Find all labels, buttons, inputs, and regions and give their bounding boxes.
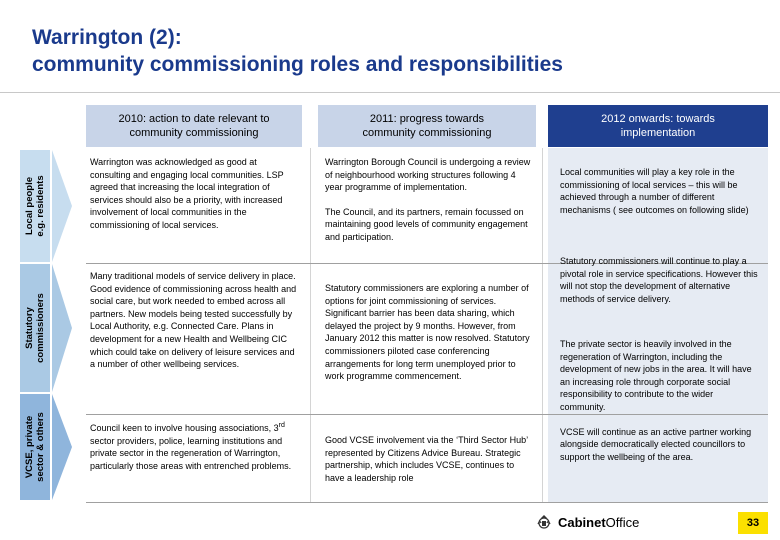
column-header-2011 [318, 105, 536, 147]
cell-local-2012-text: Local communities will play a key role in the commissioning of local services – this will be achieved through a number of different mechanisms ( see outcomes on following slide) [560, 167, 749, 215]
column-header-2011-line-2: community commissioning [362, 127, 492, 139]
column-header-2010-line-1: 2010: action to date relevant to [118, 113, 270, 125]
cell-local-2010 [90, 156, 298, 232]
title-divider [0, 92, 780, 93]
cell-local-2011-text-1: Warrington Borough Council is undergoing a review of neighbourhood working structures following 4 year programme of implementation. [325, 157, 531, 193]
row-label-vcse-line-1: VCSE, private [24, 415, 35, 479]
cell-statutory-2010 [90, 270, 298, 371]
cabinet-office-logo [536, 512, 639, 532]
page-title [32, 24, 732, 78]
column-divider-2 [542, 148, 543, 502]
column-header-2010 [86, 105, 302, 147]
row-divider-3 [86, 502, 768, 503]
cell-vcse-2010-text-a: Council keen to involve housing associations, 3 [90, 423, 279, 433]
crest-icon [536, 514, 552, 530]
column-header-2012-line-1: 2012 onwards: towards [601, 113, 715, 125]
cell-vcse-2011 [325, 434, 533, 484]
cell-statutory-2012 [560, 255, 760, 305]
cell-statutory-2011 [325, 282, 533, 383]
row-label-local-people-line-2: e.g. residents [35, 175, 46, 237]
cell-vcse-2010-text [90, 420, 298, 472]
row-label-local-people-line-1: Local people [24, 176, 35, 236]
page-number: 33 [738, 512, 768, 534]
row-arrow-2 [52, 264, 72, 392]
cell-vcse-2011-text: Good VCSE involvement via the ‘Third Sector Hub’ represented by Citizens Advice Bureau. Strategic partnership, which includes VCSE, continues to have a leadership role [325, 435, 528, 483]
row-label-statutory-line-2: commissioners [35, 293, 46, 363]
column-header-2012 [548, 105, 768, 147]
cell-vcse-2010-superscript: rd [278, 422, 285, 429]
logo-text-bold: Cabinet [558, 514, 606, 530]
cell-local-2012 [560, 166, 760, 216]
cell-vcse-2012-text-1: The private sector is heavily involved in the regeneration of Warrington, including the development of new jobs in the area. It will have an increasing role through corporate social responsibility to contribute to the wider community. [560, 339, 752, 412]
row-label-vcse [20, 394, 50, 500]
row-label-vcse-line-2: sector & others [35, 412, 46, 482]
row-label-local-people [20, 150, 50, 262]
row-arrow-1 [52, 150, 72, 262]
column-header-2012-line-2: implementation [620, 127, 696, 139]
cell-local-2011-text-2: The Council, and its partners, remain focussed on maintaining good levels of community engagement and participation. [325, 206, 528, 242]
row-label-statutory [20, 264, 50, 392]
cell-local-2010-text: Warrington was acknowledged as good at consulting and engaging local communities. LSP agreed that increasing the local integration of services should also be a priority, with increased involvement of local communities in the commissioning of local services. [90, 157, 284, 230]
cell-vcse-2010 [90, 420, 298, 472]
cell-statutory-2010-text: Many traditional models of service delivery in place. Good evidence of commissioning across health and social care, but work needed to embed across all partners. New models being tested successfully by Local Authority, e.g. Connected Care. Plans in development for a new Health and Wellbeing CIC which could take on delivery of leisure services and a number of other wellbeing services. [90, 271, 297, 370]
cell-vcse-2010-text-b: sector providers, police, learning institutions and private sector in the regeneration of Warrington, particularly those areas with entrenched problems. [90, 435, 292, 471]
logo-text-light: Office [605, 514, 640, 530]
title-line-2: community commissioning roles and responsibilities [32, 53, 563, 76]
title-line-1: Warrington (2): [32, 26, 182, 49]
cell-vcse-2012-text-2: VCSE will continue as an active partner working alongside democratically elected councillors to support the wellbeing of the area. [560, 426, 752, 462]
cell-statutory-2011-text: Statutory commissioners are exploring a number of options for joint commissioning of services. Significant barrier has been data sharing, which delayed the project by 9 months. However, from January 2012 this matter is now resolved. Statutory commissioners piloted case conferencing arrangements for long term unemployed prior to work programme commencement. [325, 283, 530, 382]
column-header-2011-line-1: 2011: progress towards [369, 113, 485, 125]
row-arrow-3 [52, 394, 72, 500]
cell-local-2011 [325, 156, 533, 244]
cell-vcse-2012 [560, 338, 760, 463]
column-divider-1 [310, 148, 311, 502]
row-label-statutory-line-1: Statutory [24, 307, 35, 349]
column-header-2010-line-2: community commissioning [129, 127, 259, 139]
cell-statutory-2012-text: Statutory commissioners will continue to play a pivotal role in service specifications. However this will not stop the development of alternative methods of service delivery. [560, 256, 758, 304]
